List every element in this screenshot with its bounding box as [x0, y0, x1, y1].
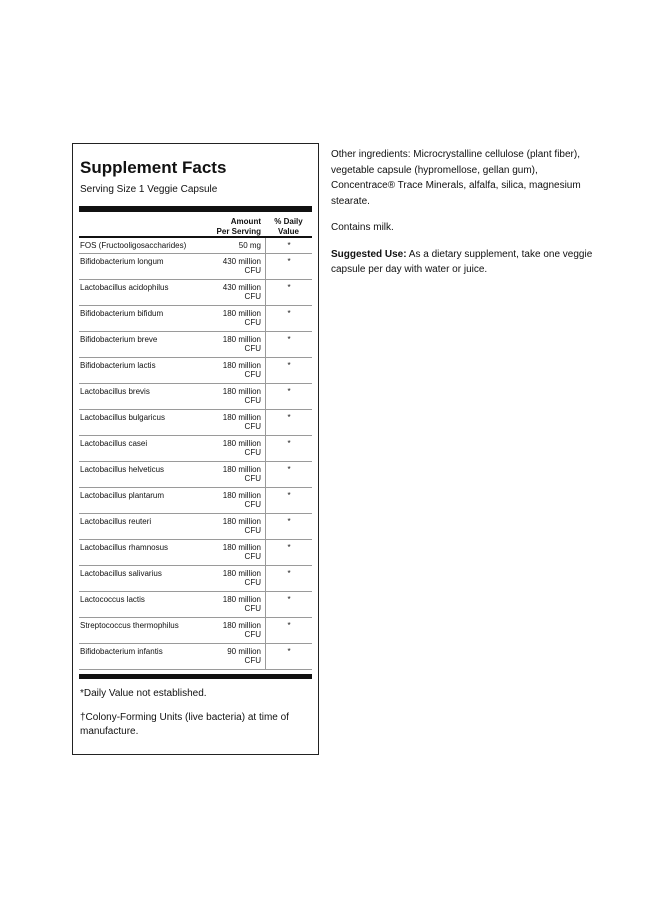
amount-unit: CFU	[244, 526, 261, 535]
amount-unit: CFU	[244, 396, 261, 405]
other-ingredients: Other ingredients: Microcrystalline cellulose (plant fiber), vegetable capsule (hypromellose, gellan gum), Concentrace® Trace Minerals, alfalfa, silica, magnesium stearate.	[331, 149, 581, 207]
ingredient-daily-value: *	[287, 257, 291, 266]
ingredient-daily-value: *	[287, 491, 291, 500]
ingredient-amount	[205, 566, 266, 591]
amount-value: 430 million	[222, 283, 261, 292]
column-header-row	[79, 212, 312, 236]
ingredient-daily-value: *	[287, 439, 291, 448]
amount-value: 180 million	[222, 335, 261, 344]
ingredient-name: Lactobacillus casei	[80, 439, 148, 448]
footnote-daily-value: *Daily Value not established.	[80, 688, 207, 699]
amount-value: 50 mg	[238, 241, 261, 250]
ingredient-amount	[205, 306, 266, 331]
ingredient-name: Bifidobacterium breve	[80, 335, 158, 344]
table-row	[79, 644, 312, 670]
contains-allergen: Contains milk.	[331, 222, 394, 233]
ingredient-name: Lactobacillus brevis	[80, 387, 150, 396]
ingredient-name: Bifidobacterium infantis	[80, 647, 163, 656]
header-amount	[204, 217, 265, 236]
header-dv-line2: Value	[278, 227, 299, 236]
ingredient-daily-value: *	[287, 309, 291, 318]
ingredient-amount	[205, 592, 266, 617]
table-row	[79, 254, 312, 280]
ingredient-name: Lactobacillus plantarum	[80, 491, 165, 500]
ingredient-name: Bifidobacterium longum	[80, 257, 164, 266]
amount-unit: CFU	[244, 292, 261, 301]
amount-value: 180 million	[222, 621, 261, 630]
amount-unit: CFU	[244, 604, 261, 613]
amount-value: 180 million	[222, 491, 261, 500]
amount-unit: CFU	[244, 422, 261, 431]
ingredient-daily-value: *	[287, 465, 291, 474]
table-row	[79, 358, 312, 384]
amount-unit: CFU	[244, 318, 261, 327]
amount-unit: CFU	[244, 552, 261, 561]
ingredient-name: Lactobacillus helveticus	[80, 465, 165, 474]
header-daily-value	[265, 217, 312, 236]
table-row	[79, 410, 312, 436]
amount-unit: CFU	[244, 630, 261, 639]
ingredient-name: Streptococcus thermophilus	[80, 621, 179, 630]
ingredient-amount	[205, 410, 266, 435]
serving-size: Serving Size 1 Veggie Capsule	[80, 184, 218, 195]
amount-value: 180 million	[222, 595, 261, 604]
ingredient-daily-value: *	[287, 241, 291, 250]
ingredient-name: Bifidobacterium bifidum	[80, 309, 164, 318]
ingredient-amount	[205, 358, 266, 383]
amount-value: 180 million	[222, 517, 261, 526]
ingredient-name: Lactobacillus reuteri	[80, 517, 152, 526]
ingredient-amount	[205, 384, 266, 409]
ingredient-daily-value: *	[287, 647, 291, 656]
amount-unit: CFU	[244, 656, 261, 665]
ingredient-daily-value: *	[287, 413, 291, 422]
amount-unit: CFU	[244, 370, 261, 379]
amount-unit: CFU	[244, 448, 261, 457]
ingredient-amount	[205, 644, 266, 669]
ingredient-name: Lactobacillus rhamnosus	[80, 543, 169, 552]
footnote-cfu: †Colony-Forming Units (live bacteria) at time of manufacture.	[80, 712, 289, 737]
ingredient-daily-value: *	[287, 595, 291, 604]
ingredient-amount	[205, 332, 266, 357]
header-name-spacer	[79, 217, 204, 236]
ingredient-name: FOS (Fructooligosaccharides)	[80, 241, 187, 250]
suggested-use	[331, 247, 601, 278]
header-dv-line1: % Daily	[274, 217, 303, 226]
ingredient-daily-value: *	[287, 387, 291, 396]
table-row	[79, 488, 312, 514]
ingredient-name: Lactococcus lactis	[80, 595, 145, 604]
table-row	[79, 592, 312, 618]
ingredient-name: Lactobacillus acidophilus	[80, 283, 169, 292]
table-row	[79, 540, 312, 566]
ingredient-table	[79, 238, 312, 670]
table-row	[79, 280, 312, 306]
ingredient-name: Lactobacillus bulgaricus	[80, 413, 165, 422]
amount-value: 90 million	[227, 647, 261, 656]
table-row	[79, 436, 312, 462]
ingredient-amount	[205, 436, 266, 461]
ingredient-daily-value: *	[287, 543, 291, 552]
suggested-use-label: Suggested Use:	[331, 248, 407, 260]
amount-unit: CFU	[244, 578, 261, 587]
amount-value: 180 million	[222, 465, 261, 474]
table-row	[79, 514, 312, 540]
ingredient-amount	[205, 462, 266, 487]
ingredient-daily-value: *	[287, 361, 291, 370]
ingredient-daily-value: *	[287, 335, 291, 344]
bottom-thick-divider	[79, 674, 312, 679]
table-row	[79, 238, 312, 254]
ingredient-daily-value: *	[287, 569, 291, 578]
table-row	[79, 332, 312, 358]
amount-value: 180 million	[222, 439, 261, 448]
ingredient-amount	[205, 618, 266, 643]
ingredient-daily-value: *	[287, 517, 291, 526]
amount-unit: CFU	[244, 474, 261, 483]
facts-title: Supplement Facts	[80, 158, 227, 177]
amount-value: 180 million	[222, 543, 261, 552]
ingredient-daily-value: *	[287, 283, 291, 292]
amount-value: 180 million	[222, 309, 261, 318]
amount-value: 180 million	[222, 413, 261, 422]
ingredient-name: Lactobacillus salivarius	[80, 569, 162, 578]
header-amount-line2: Per Serving	[216, 227, 261, 236]
table-row	[79, 462, 312, 488]
table-row	[79, 566, 312, 592]
suggested-use-text: As a dietary supplement, take one veggie capsule per day with water or juice.	[331, 248, 593, 275]
ingredient-amount	[205, 238, 266, 253]
ingredient-amount	[205, 280, 266, 305]
amount-unit: CFU	[244, 344, 261, 353]
ingredient-amount	[205, 488, 266, 513]
amount-value: 180 million	[222, 569, 261, 578]
ingredient-amount	[205, 254, 266, 279]
table-row	[79, 306, 312, 332]
ingredient-name: Bifidobacterium lactis	[80, 361, 156, 370]
table-row	[79, 384, 312, 410]
amount-value: 180 million	[222, 387, 261, 396]
amount-value: 180 million	[222, 361, 261, 370]
table-row	[79, 618, 312, 644]
ingredient-amount	[205, 514, 266, 539]
ingredient-amount	[205, 540, 266, 565]
ingredient-daily-value: *	[287, 621, 291, 630]
amount-value: 430 million	[222, 257, 261, 266]
product-info-column	[331, 147, 601, 289]
amount-unit: CFU	[244, 266, 261, 275]
supplement-facts-panel	[72, 143, 319, 755]
header-amount-line1: Amount	[230, 217, 261, 226]
amount-unit: CFU	[244, 500, 261, 509]
